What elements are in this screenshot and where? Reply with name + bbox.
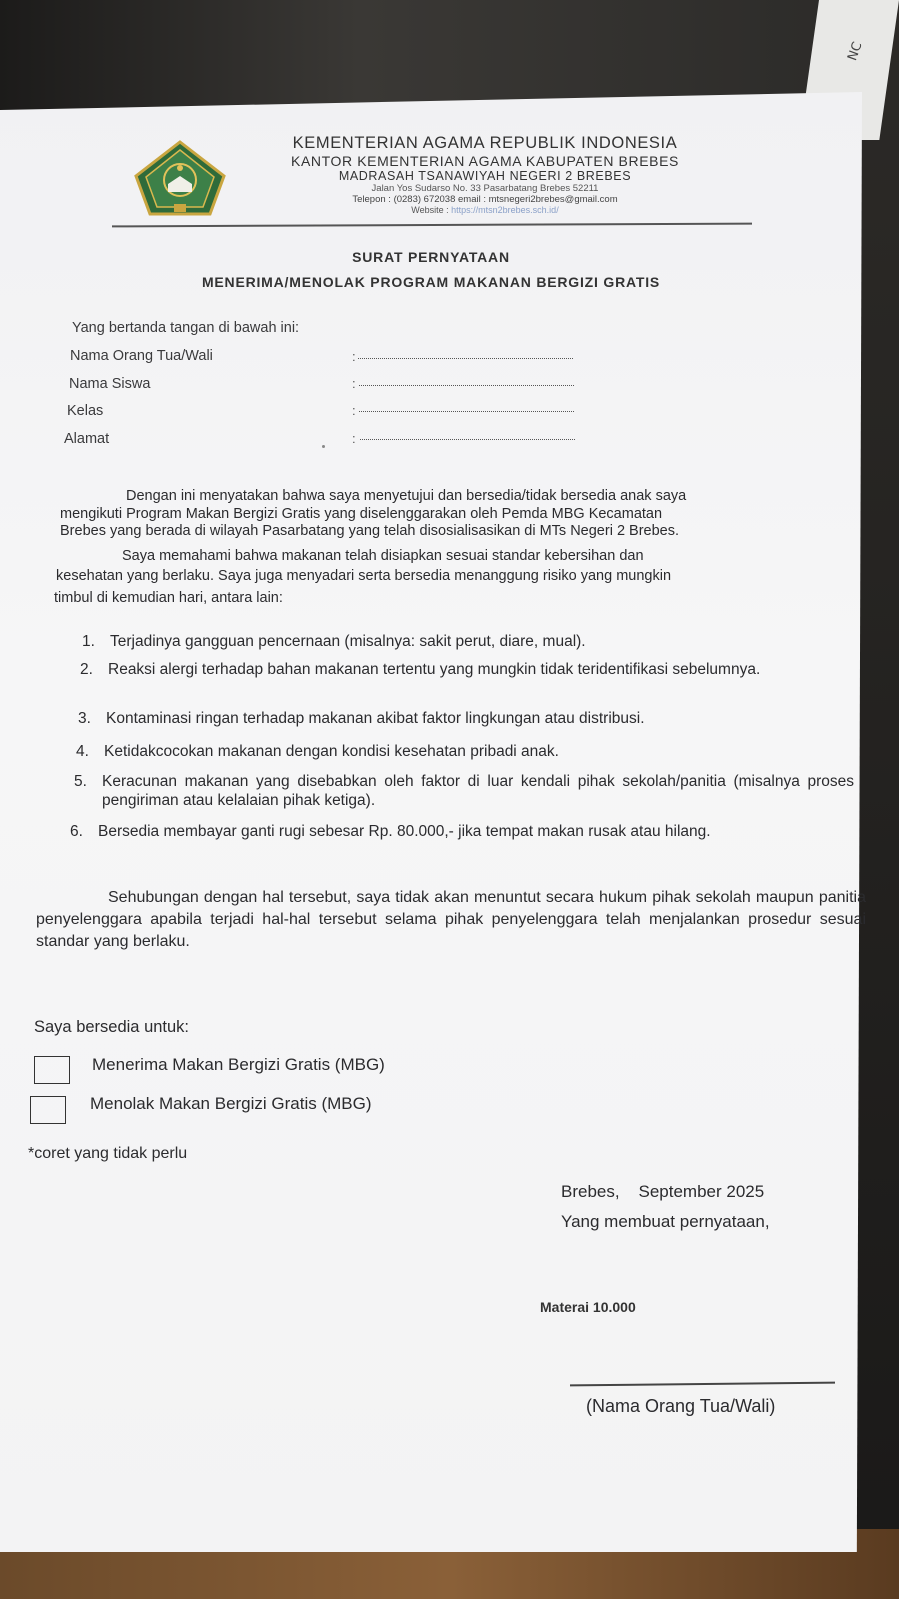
paragraph-2-line-2: kesehatan yang berlaku. Saya juga menyadari serta bersedia menanggung risiko yang mungkin	[56, 568, 672, 584]
reject-option-label: Menolak Makan Bergizi Gratis (MBG)	[90, 1094, 372, 1113]
risk-item-4	[76, 742, 842, 762]
letterhead	[250, 134, 720, 216]
field-input-class[interactable]	[359, 411, 574, 412]
choice-heading: Saya bersedia untuk:	[34, 1018, 190, 1036]
kemenag-logo	[134, 140, 226, 216]
choice-note: *coret yang tidak perlu	[28, 1145, 188, 1162]
intro-text: Yang bertanda tangan di bawah ini:	[72, 320, 300, 336]
field-input-parent[interactable]	[358, 358, 573, 359]
risk-number: 4.	[76, 743, 89, 760]
risk-number: 3.	[78, 710, 91, 727]
stamp-duty-label: Materai 10.000	[540, 1299, 636, 1315]
risk-item-5	[74, 772, 856, 812]
place-date: Brebes, September 2025	[561, 1182, 765, 1201]
field-colon: :	[352, 431, 356, 446]
risk-text: Reaksi alergi terhadap bahan makanan tertentu yang mungkin tidak teridentifikasi sebelumnya.	[108, 661, 761, 678]
letterhead-contact: Telepon : (0283) 672038 email : mtsnegeri2brebes@gmail.com	[352, 194, 618, 205]
risk-item-3	[78, 709, 842, 729]
field-colon: :	[352, 376, 356, 391]
reject-checkbox[interactable]	[30, 1096, 66, 1124]
field-colon: :	[352, 403, 356, 418]
website-label: Website :	[411, 205, 452, 215]
document-subtitle: MENERIMA/MENOLAK PROGRAM MAKANAN BERGIZI GRATIS	[201, 274, 661, 290]
corner-mark: NC	[845, 40, 866, 63]
letterhead-address: Jalan Yos Sudarso No. 33 Pasarbatang Brebes 52211	[371, 183, 599, 194]
field-colon: :	[352, 349, 356, 364]
paragraph-1-line-1: Dengan ini menyatakan bahwa saya menyetujui dan bersedia/tidak bersedia anak saya	[126, 488, 687, 504]
letterhead-office: KANTOR KEMENTERIAN AGAMA KABUPATEN BREBES	[291, 153, 679, 169]
field-label-parent: Nama Orang Tua/Wali	[70, 348, 213, 364]
accept-checkbox[interactable]	[34, 1056, 70, 1084]
letterhead-school: MADRASAH TSANAWIYAH NEGERI 2 BREBES	[338, 169, 632, 183]
risk-number: 2.	[80, 661, 93, 678]
document-title: SURAT PERNYATAAN	[352, 249, 510, 265]
accept-option-label: Menerima Makan Bergizi Gratis (MBG)	[92, 1055, 385, 1074]
risk-text: Ketidakcocokan makanan dengan kondisi kesehatan pribadi anak.	[104, 743, 559, 760]
field-label-address: Alamat	[64, 431, 110, 447]
risk-text: Bersedia membayar ganti rugi sebesar Rp. 80.000,- jika tempat makan rusak atau hilang.	[98, 823, 711, 840]
risk-item-1	[82, 632, 842, 652]
risk-number: 6.	[70, 823, 83, 840]
field-label-class: Kelas	[67, 403, 104, 419]
field-input-address[interactable]	[360, 439, 575, 440]
paragraph-1-line-3: Brebes yang berada di wilayah Pasarbatang yang telah disosialisasikan di MTs Negeri 2 Brebes.	[60, 523, 680, 539]
paragraph-3-text: Sehubungan dengan hal tersebut, saya tidak akan menuntut secara hukum pihak sekolah maupun panitia penyelenggara apabila terjadi hal-hal tersebut selama pihak penyelenggara telah menjalankan prosedur sesuai standar yang berlaku.	[36, 889, 866, 950]
paragraph-2-line-3: timbul di kemudian hari, antara lain:	[54, 590, 283, 606]
risk-text: Terjadinya gangguan pencernaan (misalnya: sakit perut, diare, mual).	[110, 633, 586, 650]
paragraph-3	[36, 887, 866, 953]
letterhead-ministry: KEMENTERIAN AGAMA REPUBLIK INDONESIA	[292, 134, 678, 152]
risk-text: Keracunan makanan yang disebabkan oleh faktor di luar kendali pihak sekolah/panitia (misalnya proses pengiriman atau kelalaian pihak ketiga).	[102, 773, 854, 809]
paragraph-2-line-1: Saya memahami bahwa makanan telah disiapkan sesuai standar kebersihan dan	[122, 548, 644, 564]
website-url: https://mtsn2brebes.sch.id/	[451, 205, 559, 215]
risk-text: Kontaminasi ringan terhadap makanan akibat faktor lingkungan atau distribusi.	[106, 710, 645, 727]
field-label-student: Nama Siswa	[69, 376, 151, 392]
paragraph-1-line-2: mengikuti Program Makan Bergizi Gratis yang diselenggarakan oleh Pemda MBG Kecamatan	[60, 506, 663, 522]
signature-maker: Yang membuat pernyataan,	[561, 1212, 770, 1231]
letterhead-website	[250, 205, 720, 216]
paper-speck	[322, 445, 325, 448]
risk-number: 5.	[74, 773, 87, 790]
background-top	[0, 0, 899, 110]
signature-name: (Nama Orang Tua/Wali)	[586, 1396, 776, 1416]
risk-number: 1.	[82, 633, 95, 650]
risk-item-6	[70, 822, 866, 842]
field-input-student[interactable]	[359, 385, 574, 386]
risk-item-2	[80, 660, 842, 700]
